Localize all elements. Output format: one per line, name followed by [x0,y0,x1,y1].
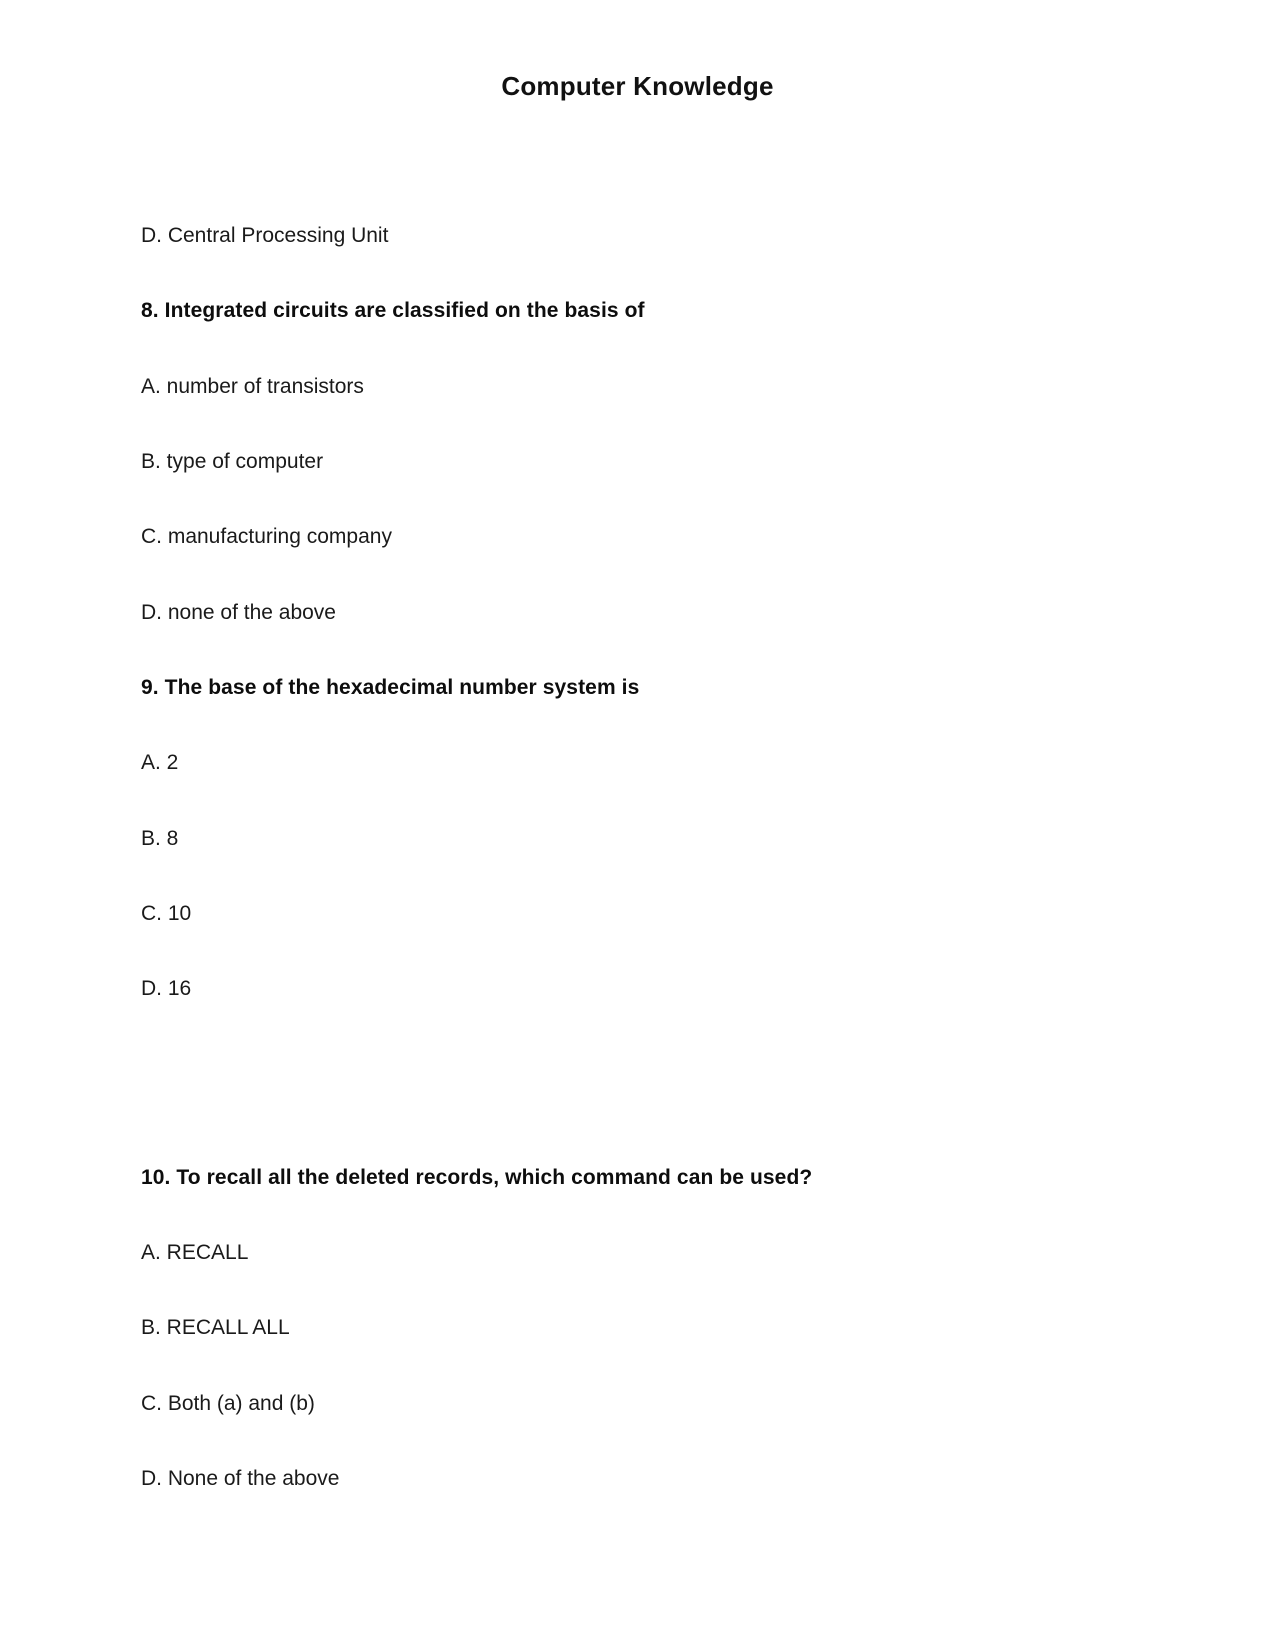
question-text: 10. To recall all the deleted records, which command can be used? [141,1165,813,1189]
option-item[interactable]: B. RECALL ALL [141,1316,290,1340]
question-block-8 [141,297,1141,627]
option-item[interactable]: C. manufacturing company [141,525,392,549]
option-item[interactable]: D. none of the above [141,600,336,624]
document-body [141,222,1141,1541]
section-spacer [141,1051,1141,1164]
option-item[interactable]: C. Both (a) and (b) [141,1391,315,1415]
option-item[interactable]: C. 10 [141,902,192,926]
option-item[interactable]: D. 16 [141,977,192,1001]
question-text: 8. Integrated circuits are classified on the basis of [141,299,645,323]
option-item[interactable]: B. 8 [141,826,179,850]
option-item[interactable]: D. Central Processing Unit [141,224,389,247]
question-text: 9. The base of the hexadecimal number system is [141,676,640,700]
option-item[interactable]: A. RECALL [141,1241,249,1265]
question-block-9 [141,674,1141,1004]
option-item[interactable]: D. None of the above [141,1467,340,1491]
question-block-orphan [141,222,1141,250]
option-item[interactable]: B. type of computer [141,450,324,474]
page-title: Computer Knowledge [501,71,774,101]
question-block-10 [141,1164,1141,1494]
option-item[interactable]: A. 2 [141,751,179,775]
option-item[interactable]: A. number of transistors [141,374,364,398]
